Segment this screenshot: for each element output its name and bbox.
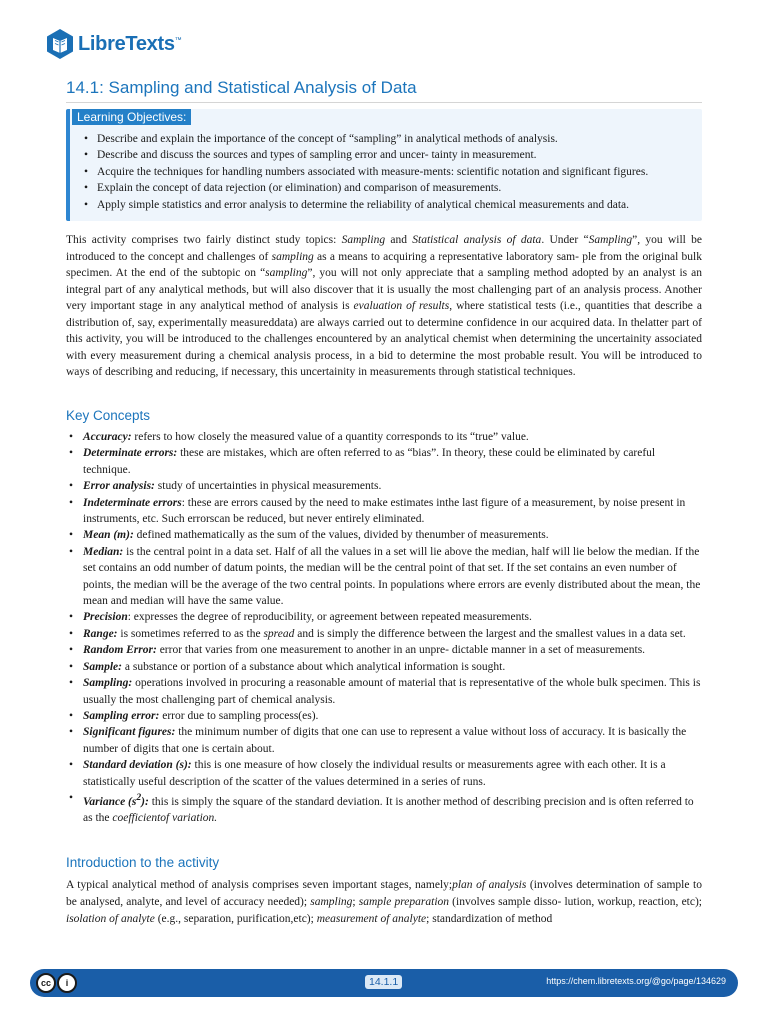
brand-name: LibreTexts™ bbox=[78, 32, 182, 55]
page-title: 14.1: Sampling and Statistical Analysis of Data bbox=[66, 78, 702, 103]
page-footer bbox=[30, 969, 738, 997]
page-url-link[interactable]: https://chem.libretexts.org/@go/page/134629 bbox=[546, 976, 726, 986]
list-item: • Significant figures: the minimum number of digits that one can use to represent a value without loss of accuracy. It is basically the number of digits that one is certain about. bbox=[66, 724, 702, 757]
learning-objectives-list bbox=[82, 131, 648, 213]
list-item: • Accuracy: refers to how closely the measured value of a quantity corresponds to its “true” value. bbox=[66, 429, 702, 445]
attribution-icon: i bbox=[57, 973, 77, 993]
list-item: • Range: is sometimes referred to as the spread and is simply the difference between the largest and the smallest values in a data set. bbox=[66, 626, 702, 642]
list-item: • Apply simple statistics and error analysis to determine the reliability of analytical chemical measurements and data. bbox=[82, 197, 648, 213]
learning-objectives-box bbox=[66, 109, 702, 221]
list-item: • Sampling: operations involved in procuring a reasonable amount of material that is representative of the whole bulk specimen. This is usually the most challenging part of chemical analysis. bbox=[66, 675, 702, 708]
list-item: • Determinate errors: these are mistakes, which are often referred to as “bias”. In theory, these could be eliminated by careful technique. bbox=[66, 445, 702, 478]
list-item: • Error analysis: study of uncertainties in physical measurements. bbox=[66, 478, 702, 494]
key-concepts-list bbox=[66, 429, 702, 827]
list-item: • Explain the concept of data rejection (or elimination) and comparison of measurements. bbox=[82, 180, 648, 196]
activity-paragraph: A typical analytical method of analysis comprises seven important stages, namely;plan of analysis (involves determination of sample to be analysed, analyte, and level of accuracy needed); sampling; sample preparation (involves sample disso- lution, workup, reaction, etc); isolation of analyte (e.g., separation, purification,etc); measurement of analyte; standardization of method bbox=[66, 879, 703, 926]
list-item: • Variance $(s^2)$: this is simply the square of the standard deviation. It is another method of describing precision and is often referred to as the coefficientof variation. bbox=[66, 790, 702, 827]
libretexts-logo-icon bbox=[46, 28, 74, 60]
creative-commons-icon: cc bbox=[36, 973, 56, 993]
list-item: • Describe and discuss the sources and types of sampling error and uncer- tainty in measurement. bbox=[82, 147, 648, 163]
learning-objectives-heading: Learning Objectives: bbox=[72, 109, 191, 125]
key-concepts-heading: Key Concepts bbox=[66, 408, 151, 423]
libretexts-logo[interactable] bbox=[46, 28, 181, 60]
list-item: • Standard deviation (s): this is one measure of how closely the individual results or measurements agree with each other. It is a statistically useful description of the scatter of the values determined in a series of runs. bbox=[66, 757, 702, 790]
list-item: • Sampling error: error due to sampling process(es). bbox=[66, 708, 702, 724]
list-item: • Mean (m): defined mathematically as the sum of the values, divided by thenumber of measurements. bbox=[66, 527, 702, 543]
list-item: • Sample: a substance or portion of a substance about which analytical information is sought. bbox=[66, 659, 702, 675]
list-item: • Random Error: error that varies from one measurement to another in an unpre- dictable manner in a set of measurements. bbox=[66, 642, 702, 658]
page-number: 14.1.1 bbox=[365, 975, 402, 989]
list-item: • Median: is the central point in a data set. Half of all the values in a set will lie above the median, half will lie below the median. If the set contains an odd number of datum points, the median will be the central point of that set. If the set contains an even number of points, the median will be the average of the two central points. In populations where errors are evenly distributed about the mean, the mean and median will have the same value. bbox=[66, 544, 702, 610]
list-item: • Indeterminate errors: these are errors caused by the need to make estimates inthe last figure of a measurement, by noise present in instruments, etc. Such errorscan be reduced, but never entirely eliminated. bbox=[66, 495, 702, 528]
activity-heading: Introduction to the activity bbox=[66, 855, 220, 870]
list-item: • Acquire the techniques for handling numbers associated with measure-ments: scientific notation and significant figures. bbox=[82, 164, 648, 180]
intro-paragraph: This activity comprises two fairly distinct study topics: Sampling and Statistical analysis of data. Under “Sampling”, you will be introduced to the concept and challenges of sampling as a means to acquiring a representative laboratory sam- ple from the original bulk specimen. At the end of the subtopic on “sampling”, you will not only appreciate that a sampling method adopted by an analyst is an integral part of any analytical methods, but will also discover that it is usually the most challenging part of an analysis process. Another very important stage in any analytical method of analysis is evaluation of results, where statistical tests (i.e., quantities that describe a distribution of, say, experimentally measureddata) are always carried out to determine confidence in our acquired data. In thelatter part of this activity, you will be introduced to the challenges encountered by an analytical chemist when determining the uncertainity associated with every measurement during a chemical analysis process, in a bid to determine the most probable result. You will be introduced to ways of describing and reducing, if necessary, this uncertainity in measurements through statistical techniques. bbox=[66, 234, 703, 378]
cc-license-badge[interactable] bbox=[36, 973, 77, 993]
list-item: • Describe and explain the importance of the concept of “sampling” in analytical methods of analysis. bbox=[82, 131, 648, 147]
list-item: • Precision: expresses the degree of reproducibility, or agreement between repeated measurements. bbox=[66, 609, 702, 625]
